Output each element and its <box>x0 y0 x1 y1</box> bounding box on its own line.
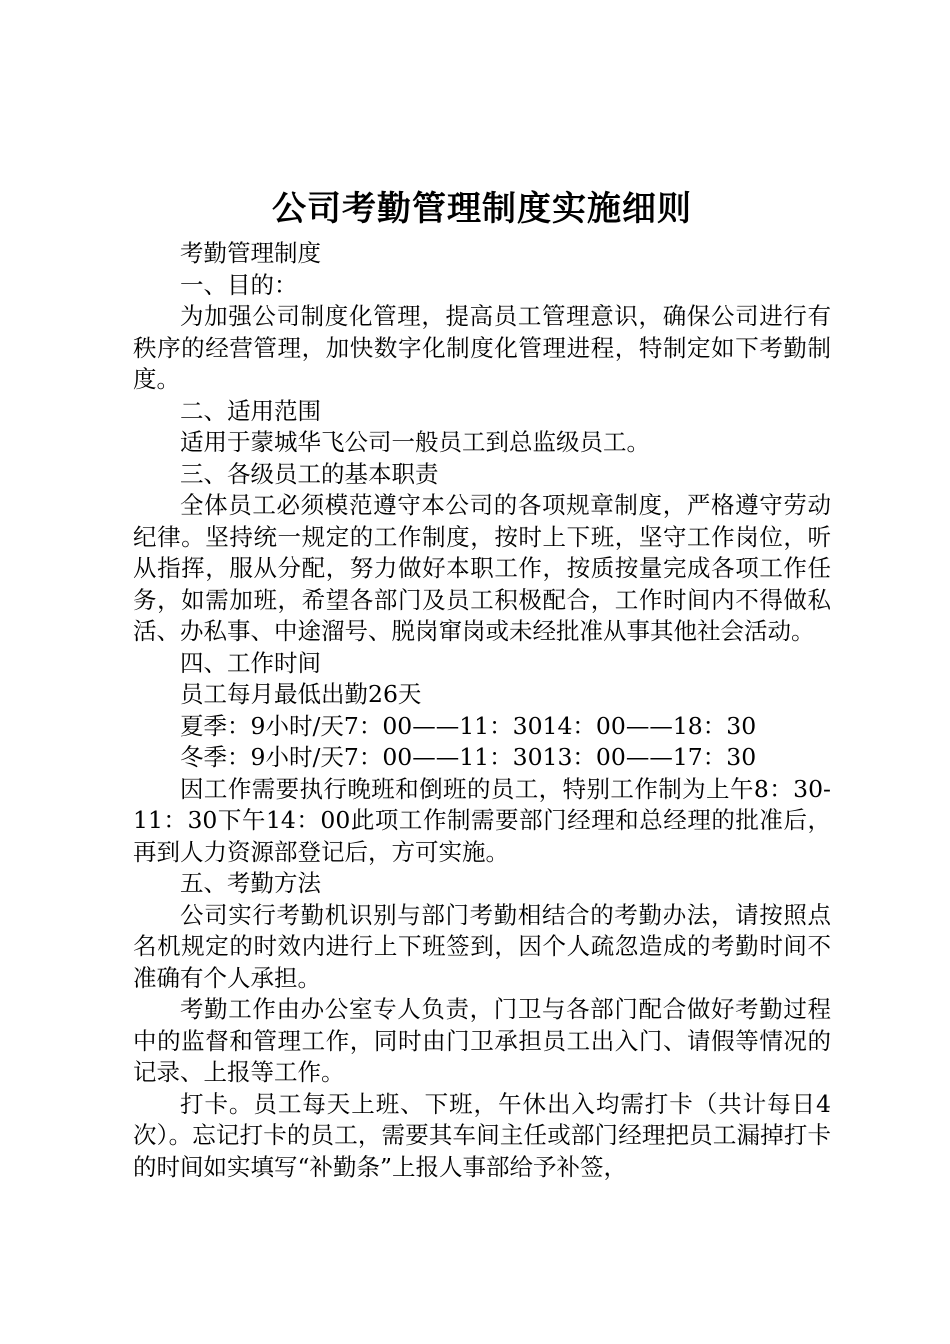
section-heading-work-time: 四、工作时间 <box>180 648 321 677</box>
paragraph-winter-hours: 冬季：9小时/天7：00——11：3013：00——17：30 <box>180 743 757 771</box>
section-heading-scope: 二、适用范围 <box>180 396 321 425</box>
section-heading-method: 五、考勤方法 <box>180 869 321 897</box>
paragraph-scope: 适用于蒙城华飞公司一般员工到总监级员工。 <box>180 428 650 456</box>
paragraph-min-attendance: 员工每月最低出勤26天 <box>180 680 422 708</box>
paragraph-summer-hours: 夏季：9小时/天7：00——11：3014：00——18：30 <box>180 711 757 740</box>
paragraph-special-shift: 因工作需要执行晚班和倒班的员工，特别工作制为上午8：30-11：30下午14：00此项工作制需要部门经理和总经理的批准后，再到人力资源部登记后，方可实施。 <box>133 774 831 866</box>
paragraph-method-1: 公司实行考勤机识别与部门考勤相结合的考勤办法，请按照点名机规定的时效内进行上下班签到，因个人疏忽造成的考勤时间不准确有个人承担。 <box>133 900 831 992</box>
paragraph-purpose: 为加强公司制度化管理，提高员工管理意识，确保公司进行有秩序的经营管理，加快数字化制度化管理进程，特制定如下考勤制度。 <box>133 302 831 393</box>
paragraph-method-2: 考勤工作由办公室专人负责，门卫与各部门配合做好考勤过程中的监督和管理工作，同时由门卫承担员工出入门、请假等情况的记录、上报等工作。 <box>133 995 831 1086</box>
document-title: 公司考勤管理制度实施细则 <box>272 189 692 229</box>
paragraph-subtitle: 考勤管理制度 <box>180 239 321 267</box>
paragraph-duties: 全体员工必须模范遵守本公司的各项规章制度，严格遵守劳动纪律。坚持统一规定的工作制度，按时上下班，坚守工作岗位，听从指挥，服从分配，努力做好本职工作，按质按量完成各项工作任务，如需加班，希望各部门及员工积极配合，工作时间内不得做私活、办私事、中途溜号、脱岗窜岗或未经批准从事其他社会活动。 <box>133 491 831 645</box>
section-heading-purpose: 一、目的： <box>180 270 298 299</box>
document-page <box>133 180 831 1183</box>
paragraph-clock-in: 打卡。员工每天上班、下班，午休出入均需打卡（共计每日4次）。忘记打卡的员工，需要其车间主任或部门经理把员工漏掉打卡的时间如实填写“补勤条”上报人事部给予补签， <box>133 1089 831 1181</box>
section-heading-duties: 三、各级员工的基本职责 <box>180 459 439 488</box>
